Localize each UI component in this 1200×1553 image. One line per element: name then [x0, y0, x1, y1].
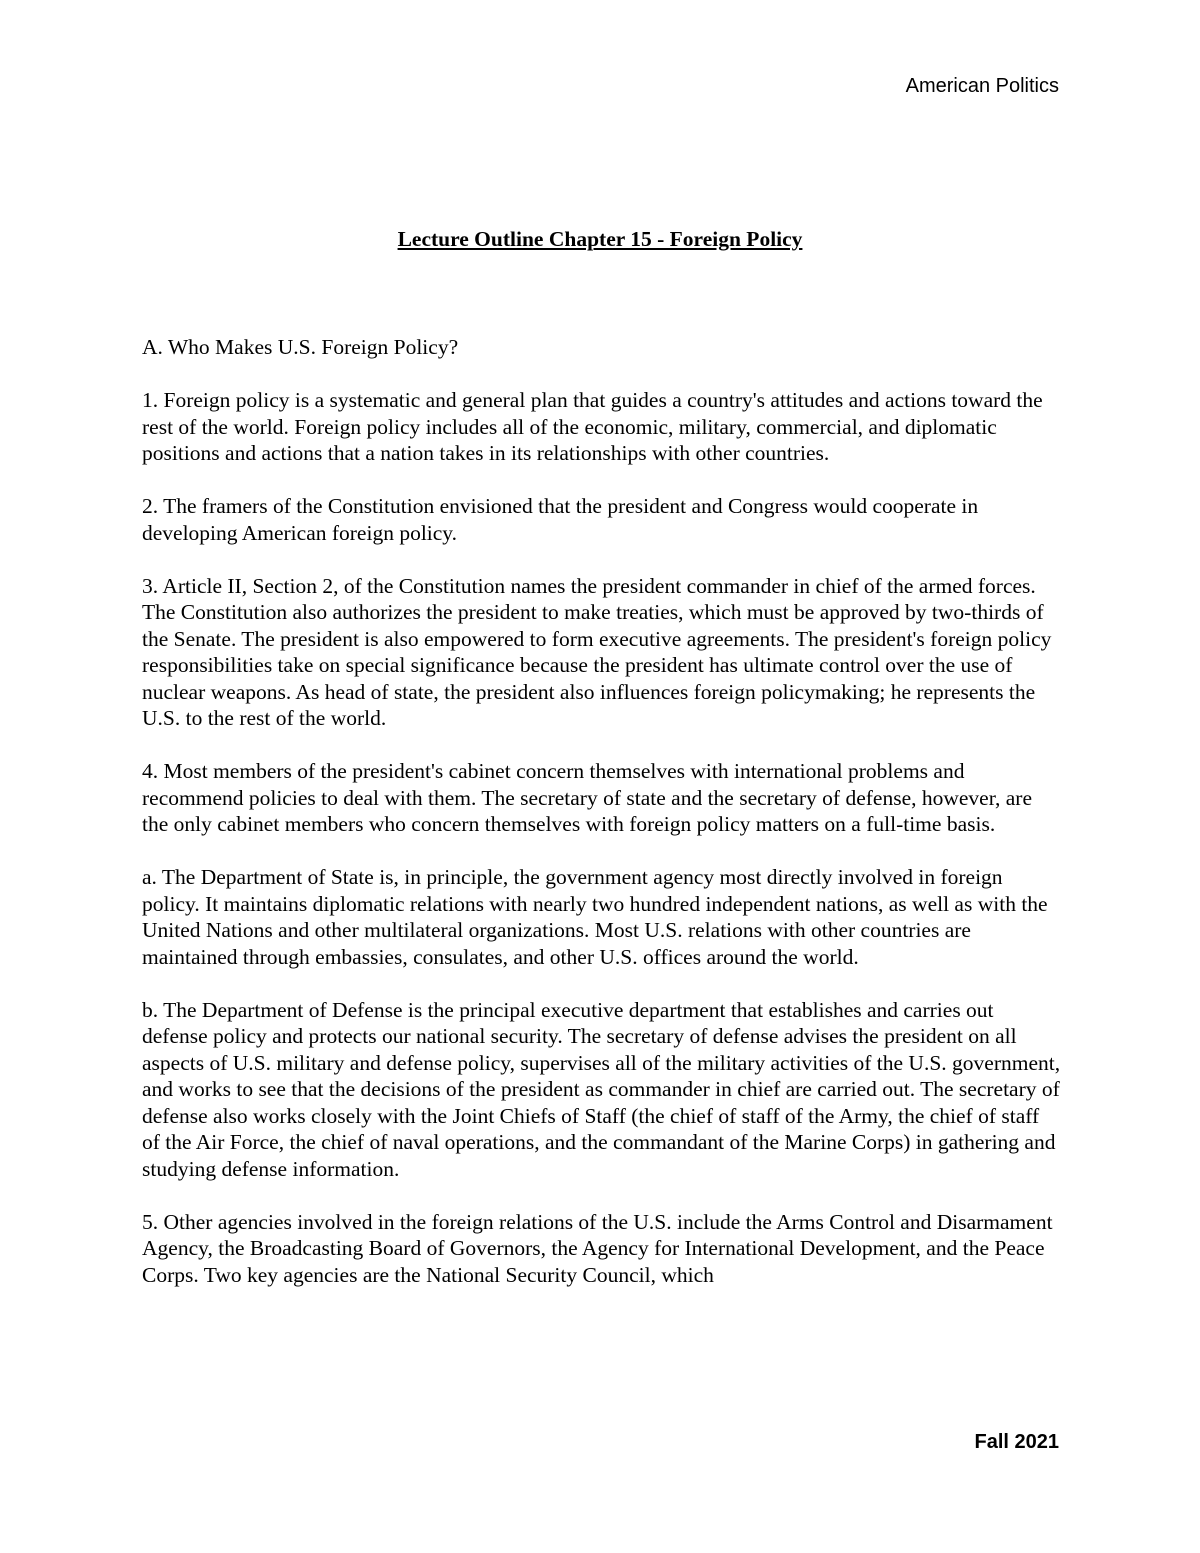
paragraph-3: 3. Article II, Section 2, of the Constitution names the president commander in chief of the armed forces. The Constitution also authorizes the president to make treaties, which must be approved by two-thirds of the Senate. The president is also empowered to form executive agreements. The president's foreign policy responsibilities take on special significance because the president has ultimate control over the use of nuclear weapons. As head of state, the president also influences foreign policymaking; he represents the U.S. to the rest of the world. [142, 573, 1052, 730]
paragraph-4: 4. Most members of the president's cabinet concern themselves with international problems and recommend policies to deal with them. The secretary of state and the secretary of defense, however, are the only cabinet members who concern themselves with foreign policy matters on a full-time basis. [142, 759, 1033, 836]
outline-body [142, 334, 1062, 1315]
paragraph-1: 1. Foreign policy is a systematic and general plan that guides a country's attitudes and actions toward the rest of the world. Foreign policy includes all of the economic, military, commercial, and diplomatic positions and actions that a nation takes in its relationships with other countries. [142, 388, 1043, 465]
course-header: American Politics [905, 75, 1059, 97]
section-heading: A. Who Makes U.S. Foreign Policy? [142, 335, 459, 359]
page-title: Lecture Outline Chapter 15 - Foreign Policy [397, 227, 803, 251]
term-footer: Fall 2021 [974, 1431, 1059, 1453]
paragraph-4a: a. The Department of State is, in principle, the government agency most directly involved in foreign policy. It maintains diplomatic relations with nearly two hundred independent nations, as well as with the United Nations and other multilateral organizations. Most U.S. relations with other countries are maintained through embassies, consulates, and other U.S. offices around the world. [142, 865, 1048, 969]
paragraph-4b: b. The Department of Defense is the principal executive department that establishes and carries out defense policy and protects our national security. The secretary of defense advises the president on all aspects of U.S. military and defense policy, supervises all of the military activities of the U.S. government, and works to see that the decisions of the president as commander in chief are carried out. The secretary of defense also works closely with the Joint Chiefs of Staff (the chief of staff of the Army, the chief of staff of the Air Force, the chief of naval operations, and the commandant of the Marine Corps) in gathering and studying defense information. [142, 997, 1061, 1181]
paragraph-5: 5. Other agencies involved in the foreign relations of the U.S. include the Arms Control and Disarmament Agency, the Broadcasting Board of Governors, the Agency for International Development, and the Peace Corps. Two key agencies are the National Security Council, which [142, 1209, 1053, 1287]
paragraph-2: 2. The framers of the Constitution envisioned that the president and Congress would cooperate in developing American foreign policy. [142, 494, 979, 545]
